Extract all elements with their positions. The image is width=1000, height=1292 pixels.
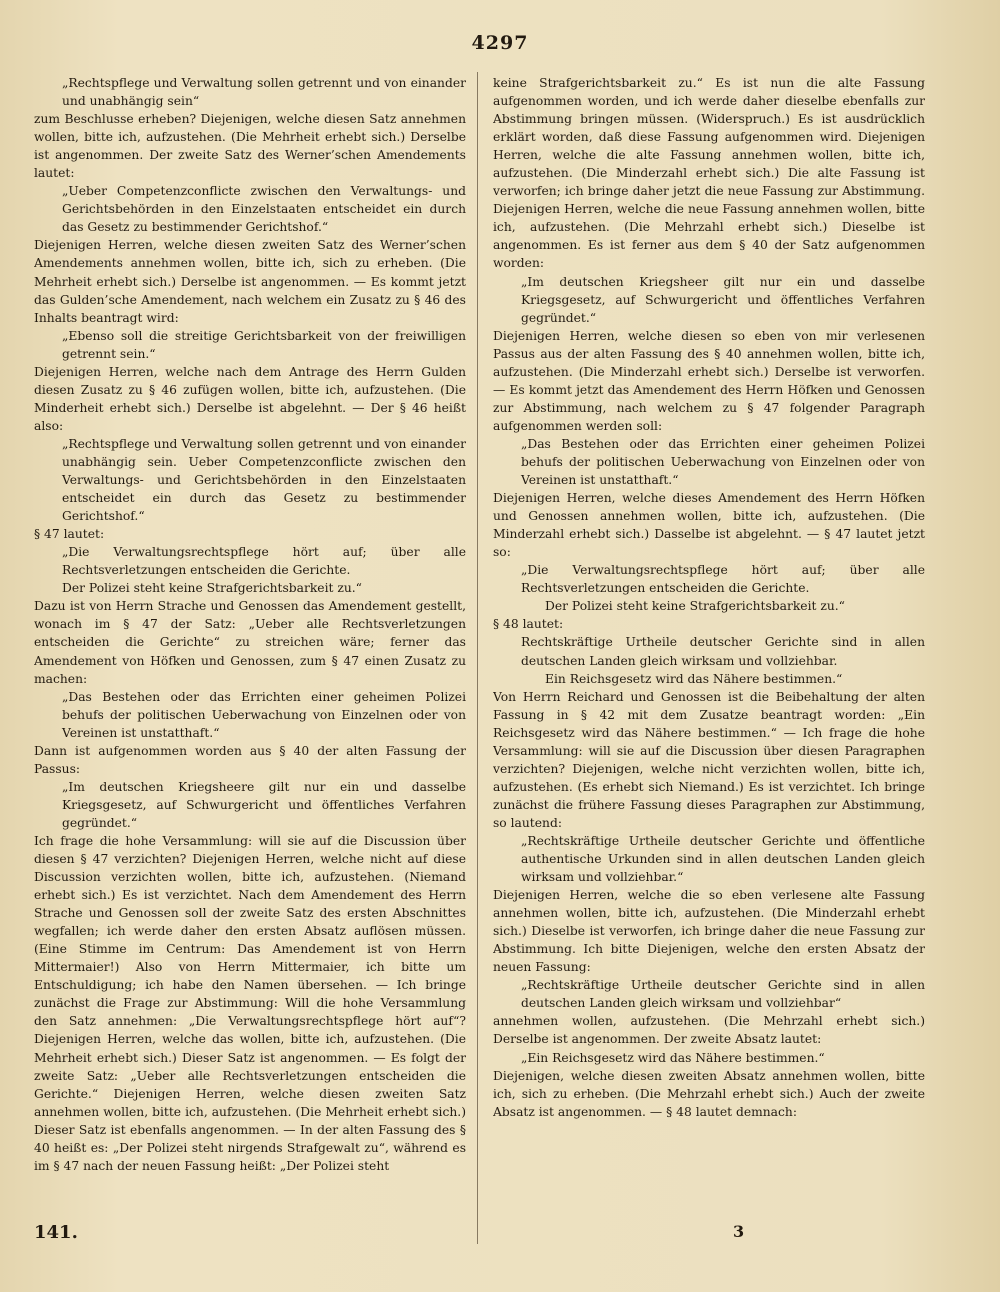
quoted-paragraph: „Das Bestehen oder das Errichten einer geheimen Polizei behufs der politischen Ueberwachung von Einzelnen oder von Vereinen ist unstatthaft.“ [521, 436, 925, 488]
text-paragraph: § 47 lautet: [34, 527, 105, 542]
text-paragraph: Von Herrn Reichard und Genossen ist die Beibehaltung der alten Fassung in § 42 mit dem Zusatze beantragt worden: „Ein Reichsgesetz wird das Nähere bestimmen.“ — Ich frage die hohe Versammlung: will sie auf die Discussion über diesen Paragraphen verzichten? Diejenigen, welche nicht verzichten wollen, bitte ich, aufzustehen. (Es erhebt sich Niemand.) Es ist verzichtet. Ich bringe zunächst die frühere Fassung dieses Paragraphen zur Abstimmung, so lautend: [493, 689, 925, 830]
quoted-paragraph: „Ein Reichsgesetz wird das Nähere bestimmen.“ [521, 1050, 825, 1065]
text-paragraph: Dazu ist von Herrn Strache und Genossen das Amendement gestellt, wonach im § 47 der Satz: „Ueber alle Rechtsverletzungen entscheiden die Gerichte“ zu streichen wäre; ferner das Amendement von Höfken und Genossen, zum § 47 einen Zusatz zu machen: [34, 599, 466, 686]
quoted-paragraph: Der Polizei steht keine Strafgerichtsbarkeit zu.“ [545, 599, 845, 614]
quoted-paragraph: „Rechtspflege und Verwaltung sollen getrennt und von einander und unabhängig sein“ [62, 76, 466, 109]
quoted-paragraph: Ein Reichsgesetz wird das Nähere bestimmen.“ [545, 671, 843, 686]
quoted-paragraph: „Im deutschen Kriegsheere gilt nur ein und dasselbe Kriegsgesetz, auf Schwurgericht und öffentliches Verfahren gegründet.“ [62, 779, 466, 830]
gathering-signature-mark: 3 [733, 1222, 745, 1241]
text-paragraph: keine Strafgerichtsbarkeit zu.“ Es ist nun die alte Fassung aufgenommen worden, und ich werde daher dieselbe ebenfalls zur Abstimmung bringen müssen. (Widerspruch.) Es ist ausdrücklich erklärt worden, daß diese Fassung aufgenommen wird. Diejenigen Herren, welche die alte Fassung annehmen wollen, bitte ich, aufzustehen. (Die Minderzahl erhebt sich.) Die alte Fassung ist verworfen; ich bringe daher jetzt die neue Fassung zur Abstimmung. Diejenigen Herren, welche die neue Fassung annehmen wollen, bitte ich, aufzustehen. (Die Mehrzahl erhebt sich.) Dieselbe ist angenommen. Es ist ferner aus dem § 40 der Satz aufgenommen worden: [493, 76, 925, 271]
text-paragraph: zum Beschlusse erheben? Diejenigen, welche diesen Satz annehmen wollen, bitte ich, aufzustehen. (Die Mehrheit erhebt sich.) Derselbe ist angenommen. Der zweite Satz des Werner’schen Amendements lautet: [34, 112, 466, 181]
column-divider [477, 72, 478, 1244]
quoted-paragraph: „Die Verwaltungsrechtspflege hört auf; über alle Rechtsverletzungen entscheiden die Gerichte. [62, 545, 466, 578]
text-paragraph: Diejenigen Herren, welche die so eben verlesene alte Fassung annehmen wollen, bitte ich, aufzustehen. (Die Minderzahl erhebt sich.) Dieselbe ist verworfen, ich bringe daher die neue Fassung zur Abstimmung. Ich bitte Diejenigen, welche den ersten Absatz der neuen Fassung: [493, 888, 925, 975]
quoted-paragraph: Rechtskräftige Urtheile deutscher Gerichte sind in allen deutschen Landen gleich wirksam und vollziehbar. [521, 635, 925, 668]
text-paragraph: Ich frage die hohe Versammlung: will sie auf die Discussion über diesen § 47 verzichten? Diejenigen Herren, welche nicht auf diese Discussion verzichten wollen, bitte ich, aufzustehen. (Niemand erhebt sich.) Es ist verzichtet. Nach dem Amendement des Herrn Strache und Genossen soll der zweite Satz des ersten Abschnittes wegfallen; ich werde daher den ersten Absatz auflösen müssen. (Eine Stimme im Centrum: Das Amendement ist von Herrn Mittermaier!) Also von Herrn Mittermaier, ich bitte um Entschuldigung; ich habe den Namen übersehen. — Ich bringe zunächst die Frage zur Abstimmung: Will die hohe Versammlung den Satz annehmen: „Die Verwaltungsrechtspflege hört auf“? Diejenigen Herren, welche das wollen, bitte ich, aufzustehen. (Die Mehrheit erhebt sich.) Dieser Satz ist angenommen. — Es folgt der zweite Satz: „Ueber alle Rechtsverletzungen entscheiden die Gerichte.“ Diejenigen Herren, welche diesen zweiten Satz annehmen wollen, bitte ich, aufzustehen. (Die Mehrheit erhebt sich.) Dieser Satz ist ebenfalls angenommen. — In der alten Fassung des § 40 heißt es: „Der Polizei steht nirgends Strafgewalt zu“, während es im § 47 nach der neuen Fassung heißt: „Der Polizei steht [34, 833, 466, 1173]
text-paragraph: Diejenigen Herren, welche nach dem Antrage des Herrn Gulden diesen Zusatz zu § 46 zufügen wollen, bitte ich, aufzustehen. (Die Minderheit erhebt sich.) Derselbe ist abgelehnt. — Der § 46 heißt also: [34, 364, 466, 433]
page-number: 4297 [471, 32, 529, 54]
text-paragraph: § 48 lautet: [493, 617, 564, 632]
quoted-paragraph: „Rechtskräftige Urtheile deutscher Gerichte und öffentliche authentische Urkunden sind in allen deutschen Landen gleich wirksam und vollziehbar.“ [521, 833, 925, 885]
quoted-paragraph: „Rechtskräftige Urtheile deutscher Gerichte sind in allen deutschen Landen gleich wirksam und vollziehbar“ [521, 978, 925, 1011]
left-text-column [34, 74, 466, 1242]
quoted-paragraph: „Im deutschen Kriegsheer gilt nur ein und dasselbe Kriegsgesetz, auf Schwurgericht und öffentliches Verfahren gegründet.“ [521, 274, 925, 325]
text-paragraph: Diejenigen, welche diesen zweiten Absatz annehmen wollen, bitte ich, sich zu erheben. (Die Mehrzahl erhebt sich.) Auch der zweite Absatz ist angenommen. — § 48 lautet demnach: [493, 1068, 925, 1119]
sheet-signature-mark: 141. [34, 1222, 78, 1243]
text-paragraph: Diejenigen Herren, welche diesen zweiten Satz des Werner’schen Amendements annehmen wollen, bitte ich, sich zu erheben. (Die Mehrheit erhebt sich.) Derselbe ist angenommen. — Es kommt jetzt das Gulden’sche Amendement, nach welchem ein Zusatz zu § 46 des Inhalts beantragt wird: [34, 238, 466, 325]
quoted-paragraph: „Ueber Competenzconflicte zwischen den Verwaltungs- und Gerichtsbehörden in den Einzelstaaten entscheidet ein durch das Gesetz zu bestimmender Gerichtshof.“ [62, 184, 466, 235]
text-paragraph: Dann ist aufgenommen worden aus § 40 der alten Fassung der Passus: [34, 743, 466, 776]
text-paragraph: annehmen wollen, aufzustehen. (Die Mehrzahl erhebt sich.) Derselbe ist angenommen. Der zweite Absatz lautet: [493, 1014, 925, 1047]
quoted-paragraph: „Die Verwaltungsrechtspflege hört auf; über alle Rechtsverletzungen entscheiden die Gerichte. [521, 563, 925, 596]
quoted-paragraph: Der Polizei steht keine Strafgerichtsbarkeit zu.“ [62, 581, 362, 596]
text-paragraph: Diejenigen Herren, welche diesen so eben von mir verlesenen Passus aus der alten Fassung des § 40 annehmen wollen, bitte ich, aufzustehen. (Die Minderzahl erhebt sich.) Derselbe ist verworfen. — Es kommt jetzt das Amendement des Herrn Höfken und Genossen zur Abstimmung, nach welchem zu § 47 folgender Paragraph aufgenommen werden soll: [493, 328, 925, 433]
quoted-paragraph: „Rechtspflege und Verwaltung sollen getrennt und von einander unabhängig sein. Ueber Competenzconflicte zwischen den Verwaltungs- und Gerichtsbehörden in den Einzelstaaten entscheidet ein durch das Gesetz zu bestimmender Gerichtshof.“ [62, 436, 466, 524]
quoted-paragraph: „Ebenso soll die streitige Gerichtsbarkeit von der freiwilligen getrennt sein.“ [62, 328, 466, 361]
right-text-column [493, 74, 925, 1242]
text-paragraph: Diejenigen Herren, welche dieses Amendement des Herrn Höfken und Genossen annehmen wollen, bitte ich, aufzustehen. (Die Minderzahl erhebt sich.) Dasselbe ist abgelehnt. — § 47 lautet jetzt so: [493, 491, 925, 560]
quoted-paragraph: „Das Bestehen oder das Errichten einer geheimen Polizei behufs der politischen Ueberwachung von Einzelnen oder von Vereinen ist unstatthaft.“ [62, 689, 466, 740]
